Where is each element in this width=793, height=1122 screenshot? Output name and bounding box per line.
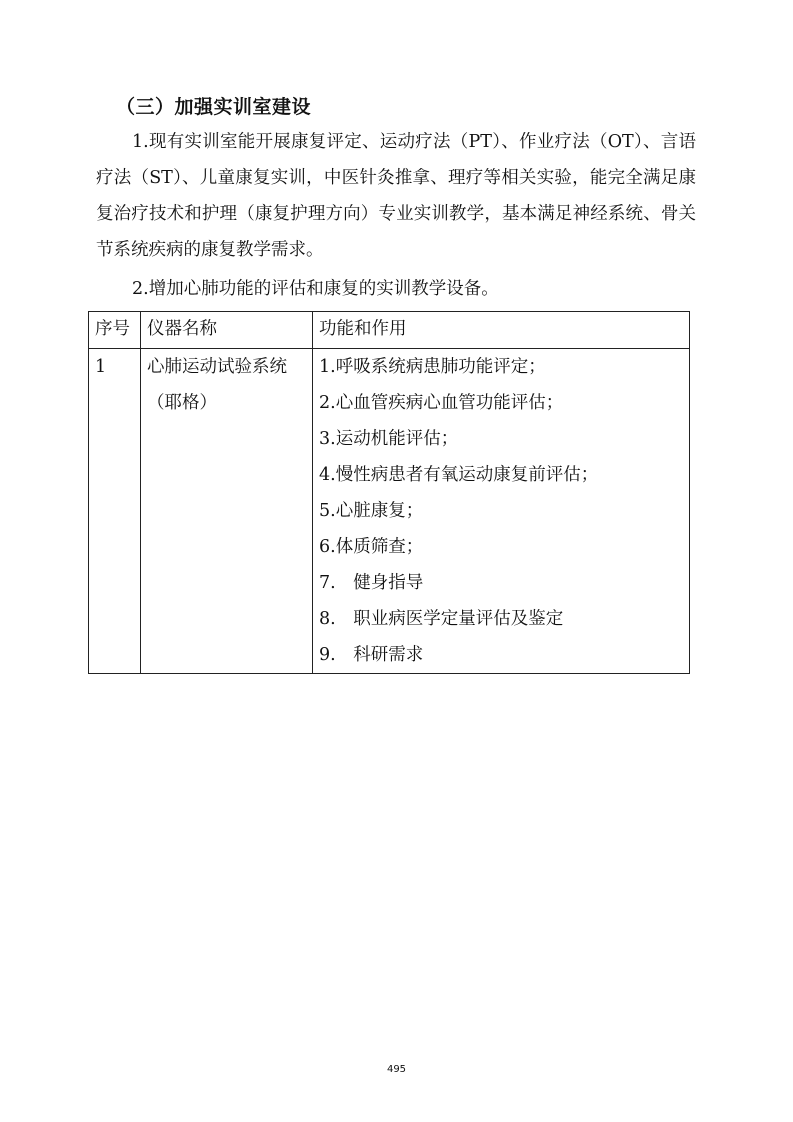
- row-index: 1: [95, 357, 107, 377]
- cell-instrument-name: [141, 349, 313, 674]
- list-item: 4.慢性病患者有氧运动康复前评估；: [319, 465, 599, 485]
- list-item: 8. 职业病医学定量评估及鉴定: [319, 609, 564, 629]
- list-item: 9. 科研需求: [319, 645, 424, 665]
- section-heading: （三）加强实训室建设: [116, 96, 312, 118]
- list-item: 5.心脏康复；: [319, 501, 424, 521]
- cell-index: [89, 349, 141, 674]
- header-index: 序号: [89, 312, 141, 349]
- cell-functions: [313, 349, 690, 674]
- list-item: 2.心血管疾病心血管功能评估；: [319, 393, 564, 413]
- paragraph-lab-capabilities: 1.现有实训室能开展康复评定、运动疗法（PT）、作业疗法（OT）、言语疗法（ST）、儿童康复实训，中医针灸推拿、理疗等相关实验，能完全满足康复治疗技术和护理（康复护理方向）专业实训教学，基本满足神经系统、骨关节系统疾病的康复教学需求。: [96, 132, 696, 260]
- header-instrument-name: 仪器名称: [141, 312, 313, 349]
- list-item: 3.运动机能评估；: [319, 429, 459, 449]
- list-item: 7. 健身指导: [319, 573, 424, 593]
- instrument-brand: （耶格）: [147, 393, 217, 413]
- table-header-row: [89, 312, 690, 349]
- list-item: 6.体质筛查；: [319, 537, 424, 557]
- paragraph-new-equipment: 2.增加心肺功能的评估和康复的实训教学设备。: [132, 279, 499, 299]
- instrument-name: 心肺运动试验系统: [147, 357, 287, 377]
- equipment-table: [88, 311, 690, 674]
- header-function: 功能和作用: [313, 312, 690, 349]
- list-item: 1.呼吸系统病患肺功能评定；: [319, 357, 546, 377]
- page-number: 495: [386, 1064, 407, 1075]
- table-row: [89, 349, 690, 674]
- function-list: [319, 349, 683, 673]
